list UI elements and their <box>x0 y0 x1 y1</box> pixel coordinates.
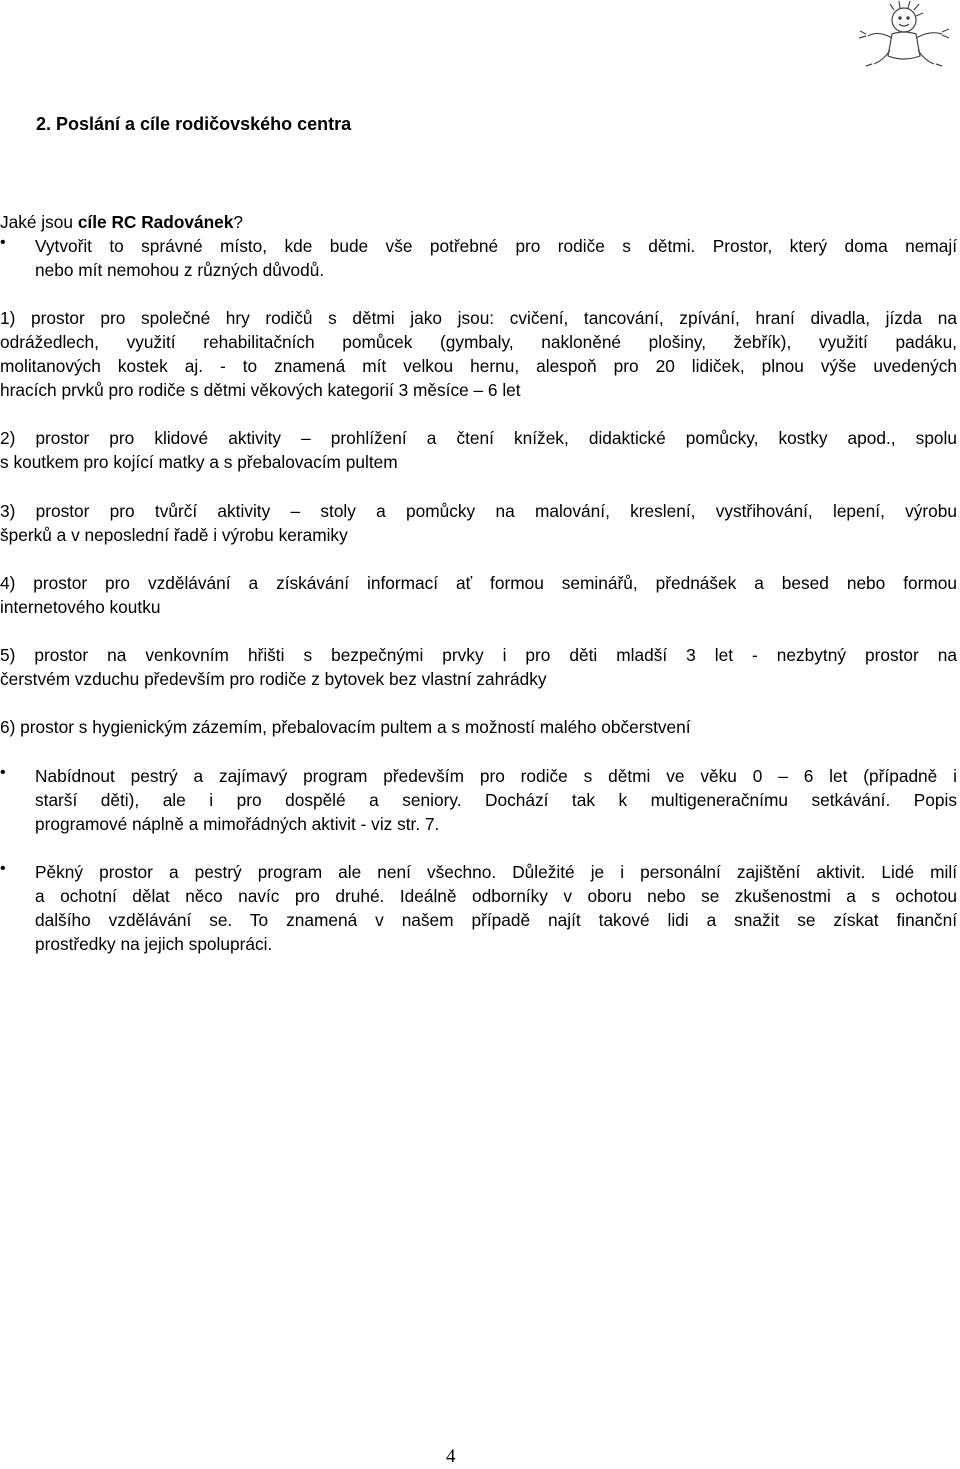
section-heading: 2. Poslání a cíle rodičovského centra <box>36 114 352 134</box>
p4-line2: internetového koutku <box>0 597 161 617</box>
p1-line4: hracích prvků pro rodiče s dětmi věkových kategorií 3 měsíce – 6 let <box>0 380 521 400</box>
p1-line3: molitanových kostek aj. - to znamená mít velkou hernu, alespoň pro 20 lidiček, plnou výše uvedených <box>0 356 957 376</box>
p1-line1: 1) prostor pro společné hry rodičů s dětmi jako jsou: cvičení, tancování, zpívání, hraní divadla, jízda na <box>0 308 957 328</box>
p4-line1: 4) prostor pro vzdělávání a získávání informací ať formou seminářů, přednášek a besed nebo formou <box>0 573 957 593</box>
goal3-line3: dalšího vzdělávání se. To znamená v našem případě najít takové lidi a snažit se získat finanční <box>35 910 957 930</box>
goal3-line4: prostředky na jejich spolupráci. <box>35 934 273 954</box>
goal2-line2: starší děti), ale i pro dospělé a seniory. Dochází tak k multigeneračnímu setkávání. Popis <box>35 790 957 810</box>
bullet-icon: • <box>0 234 6 251</box>
bullet-icon: • <box>0 764 6 781</box>
goal2-line1: Nabídnout pestrý a zajímavý program především pro rodiče s dětmi ve věku 0 – 6 let (případně i <box>35 766 957 786</box>
bullet-icon: • <box>0 860 6 877</box>
child-logo-icon <box>852 0 958 74</box>
p2-line1: 2) prostor pro klidové aktivity – prohlížení a čtení knížek, didaktické pomůcky, kostky apod., spolu <box>0 428 957 448</box>
goal1-line1: Vytvořit to správné místo, kde bude vše potřebné pro rodiče s dětmi. Prostor, který doma nemají <box>35 236 957 256</box>
p6-line1: 6) prostor s hygienickým zázemím, přebalovacím pultem a s možností malého občerstvení <box>0 717 691 737</box>
goal3-line2: a ochotní dělat něco navíc pro druhé. Ideálně odborníky v oboru nebo se zkušenostmi a s ochotou <box>35 886 957 906</box>
p2-line2: s koutkem pro kojící matky a s přebalovacím pultem <box>0 452 398 472</box>
intro-question: Jaké jsou cíle RC Radovánek? <box>0 212 244 232</box>
p3-line2: šperků a v neposlední řadě i výrobu keramiky <box>0 525 348 545</box>
goal1-line2: nebo mít nemohou z různých důvodů. <box>35 260 325 280</box>
p1-line2: odrážedlech, využití rehabilitačních pomůcek (gymbaly, nakloněné plošiny, žebřík), využití padáku, <box>0 332 957 352</box>
p5-line2: čerstvém vzduchu především pro rodiče z bytovek bez vlastní zahrádky <box>0 669 547 689</box>
page-number: 4 <box>446 1446 456 1467</box>
p5-line1: 5) prostor na venkovním hřišti s bezpečnými prvky i pro děti mladší 3 let - nezbytný prostor na <box>0 645 957 665</box>
p3-line1: 3) prostor pro tvůrčí aktivity – stoly a pomůcky na malování, kreslení, vystřihování, lepení, výrobu <box>0 501 957 521</box>
goal2-line3: programové náplně a mimořádných aktivit - viz str. 7. <box>35 814 440 834</box>
goal3-line1: Pěkný prostor a pestrý program ale není všechno. Důležité je i personální zajištění aktivit. Lidé milí <box>35 862 957 882</box>
